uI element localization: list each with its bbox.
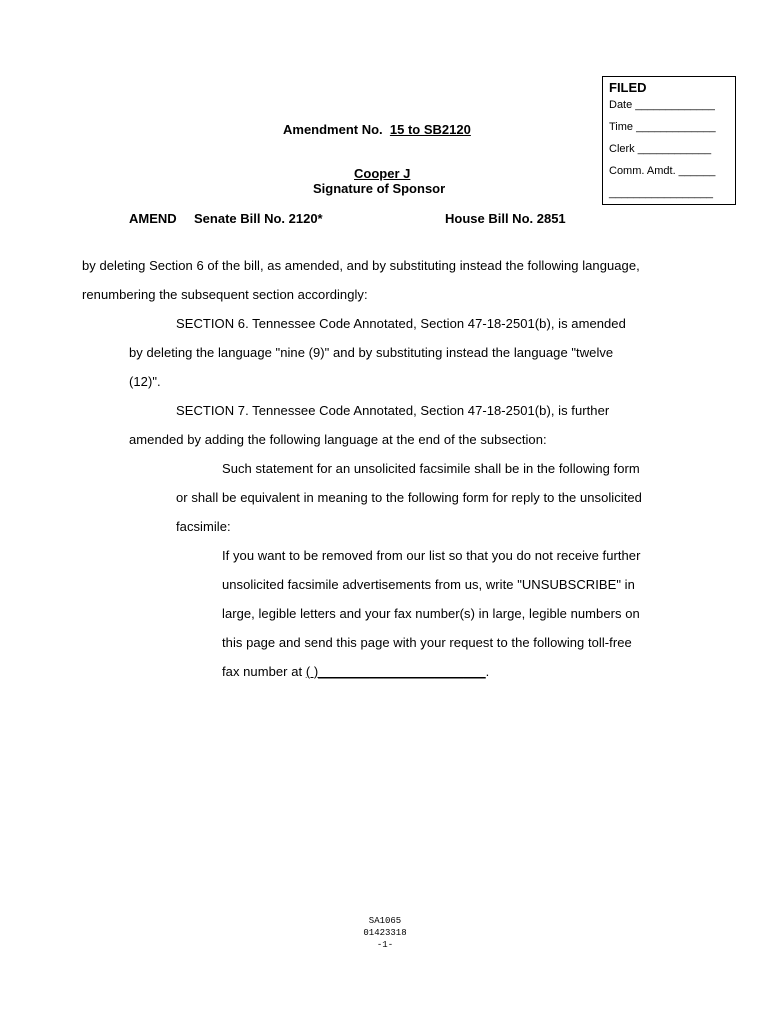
quoted-statement-line-2: or shall be equivalent in meaning to the following form for reply to the unsolicited (176, 490, 642, 505)
body-line-2: renumbering the subsequent section accordingly: (82, 287, 368, 302)
amendment-label: Amendment No. (283, 122, 383, 137)
filed-date-line: Date _____________ (609, 99, 715, 111)
reply-form-line-4: this page and send this page with your request to the following toll-free (222, 635, 632, 650)
section-6-line-1: SECTION 6. Tennessee Code Annotated, Section 47-18-2501(b), is amended (176, 316, 626, 331)
footer-code-2: 01423318 (363, 928, 407, 938)
quoted-statement-line-3: facsimile: (176, 519, 231, 534)
fax-number-suffix: . (485, 664, 490, 679)
amendment-heading (283, 122, 471, 137)
filed-blank-line: _________________ (609, 187, 714, 199)
house-bill-number: House Bill No. 2851 (445, 211, 566, 226)
sponsor-caption: Signature of Sponsor (313, 181, 446, 196)
fax-number-blank: ( )_______________________ (305, 664, 486, 679)
filed-comm-amdt-line: Comm. Amdt. ______ (609, 165, 716, 177)
section-7-line-2: amended by adding the following language at the end of the subsection: (129, 432, 547, 447)
sponsor-name: Cooper J (354, 166, 411, 181)
filed-stamp-box (602, 76, 736, 205)
amendment-reference: 15 to SB2120 (389, 122, 471, 137)
section-6-line-3: (12)". (129, 374, 161, 389)
section-6-line-2: by deleting the language "nine (9)" and by substituting instead the language "twelve (129, 345, 614, 360)
amend-label: AMEND (129, 211, 177, 226)
reply-form-line-2: unsolicited facsimile advertisements from us, write "UNSUBSCRIBE" in (222, 577, 635, 592)
reply-form-line-1: If you want to be removed from our list so that you do not receive further (222, 548, 641, 563)
section-7-line-1: SECTION 7. Tennessee Code Annotated, Section 47-18-2501(b), is further (176, 403, 610, 418)
fax-number-prefix: fax number at (222, 664, 306, 679)
body-line-1: by deleting Section 6 of the bill, as amended, and by substituting instead the following language, (82, 258, 640, 273)
reply-form-line-5 (222, 664, 489, 679)
footer-code-1: SA1065 (368, 916, 402, 926)
senate-bill-number: Senate Bill No. 2120* (194, 211, 323, 226)
page-number: -1- (376, 940, 394, 950)
filed-title: FILED (609, 80, 647, 95)
filed-clerk-line: Clerk ____________ (609, 143, 712, 155)
reply-form-line-3: large, legible letters and your fax number(s) in large, legible numbers on (222, 606, 640, 621)
filed-time-line: Time _____________ (609, 121, 716, 133)
quoted-statement-line-1: Such statement for an unsolicited facsimile shall be in the following form (222, 461, 640, 476)
